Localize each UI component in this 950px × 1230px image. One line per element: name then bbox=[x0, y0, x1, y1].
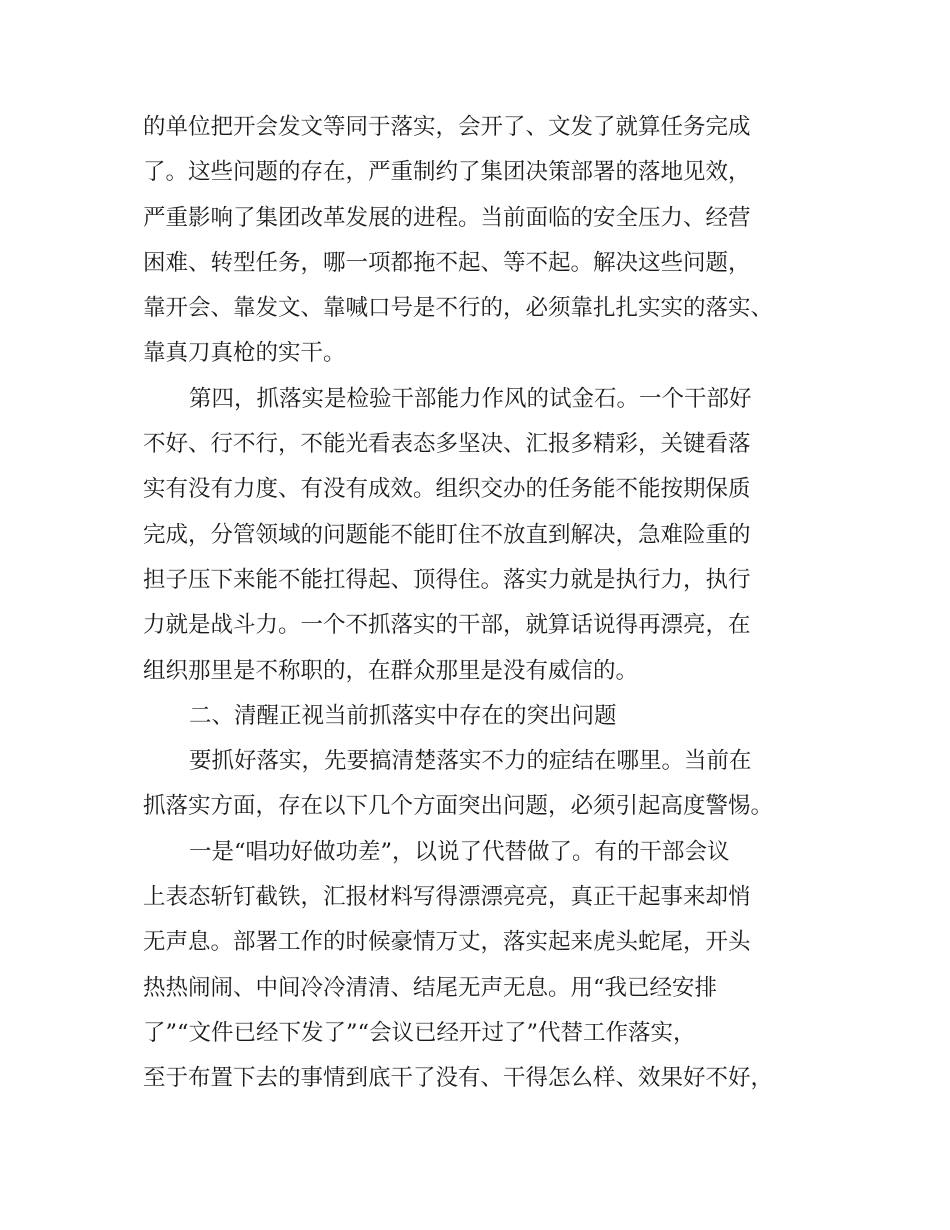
text-line: 完成，分管领域的问题能不能盯住不放直到解决，急难险重的 bbox=[143, 521, 751, 548]
text-line: 严重影响了集团改革发展的进程。当前面临的安全压力、经营 bbox=[143, 204, 751, 231]
text-line: 的单位把开会发文等同于落实，会开了、文发了就算任务完成 bbox=[143, 114, 751, 140]
text-line: 一是“唱功好做功差”，以说了代替做了。有的干部会议 bbox=[189, 838, 730, 865]
paragraph-problem-one bbox=[143, 830, 833, 1102]
text-line: 第四，抓落实是检验干部能力作风的试金石。一个干部好 bbox=[189, 385, 752, 412]
text-line: 无声息。部署工作的时候豪情万丈，落实起来虎头蛇尾，开头 bbox=[143, 929, 751, 956]
text-line: 靠真刀真枪的实干。 bbox=[143, 340, 346, 367]
paragraph-continuation bbox=[143, 105, 833, 377]
text-line: 要抓好落实，先要搞清楚落实不力的症结在哪里。当前在 bbox=[189, 748, 752, 775]
text-line: 至于布置下去的事情到底干了没有、干得怎么样、效果好不好， bbox=[143, 1065, 774, 1092]
text-line: 了。这些问题的存在，严重制约了集团决策部署的落地见效， bbox=[143, 159, 751, 186]
text-line: 组织那里是不称职的，在群众那里是没有威信的。 bbox=[143, 657, 639, 684]
text-line: 上表态斩钉截铁，汇报材料写得漂漂亮亮，真正干起事来却悄 bbox=[143, 884, 751, 911]
text-line: 担子压下来能不能扛得起、顶得住。落实力就是执行力，执行 bbox=[143, 566, 751, 593]
text-line: 了”“文件已经下发了”“会议已经开过了”代替工作落实， bbox=[143, 1019, 696, 1046]
paragraph-intro-problems bbox=[143, 739, 833, 830]
text-line: 靠开会、靠发文、靠喊口号是不行的，必须靠扎扎实实的落实、 bbox=[143, 295, 774, 322]
text-line: 实有没有力度、有没有成效。组织交办的任务能不能按期保质 bbox=[143, 476, 751, 503]
text-line: 力就是战斗力。一个不抓落实的干部，就算话说得再漂亮，在 bbox=[143, 612, 751, 639]
paragraph-fourth-point bbox=[143, 377, 833, 694]
text-line: 抓落实方面，存在以下几个方面突出问题，必须引起高度警惕。 bbox=[143, 793, 774, 820]
text-line: 困难、转型任务，哪一项都拖不起、等不起。解决这些问题， bbox=[143, 249, 751, 276]
section-heading: 二、清醒正视当前抓落实中存在的突出问题 bbox=[189, 702, 617, 729]
section-heading-two bbox=[143, 694, 833, 739]
text-line: 不好、行不行，不能光看表态多坚决、汇报多精彩，关键看落 bbox=[143, 431, 751, 458]
document-body bbox=[143, 105, 833, 1102]
text-line: 热热闹闹、中间冷冷清清、结尾无声无息。用“我已经安排 bbox=[143, 974, 718, 1001]
